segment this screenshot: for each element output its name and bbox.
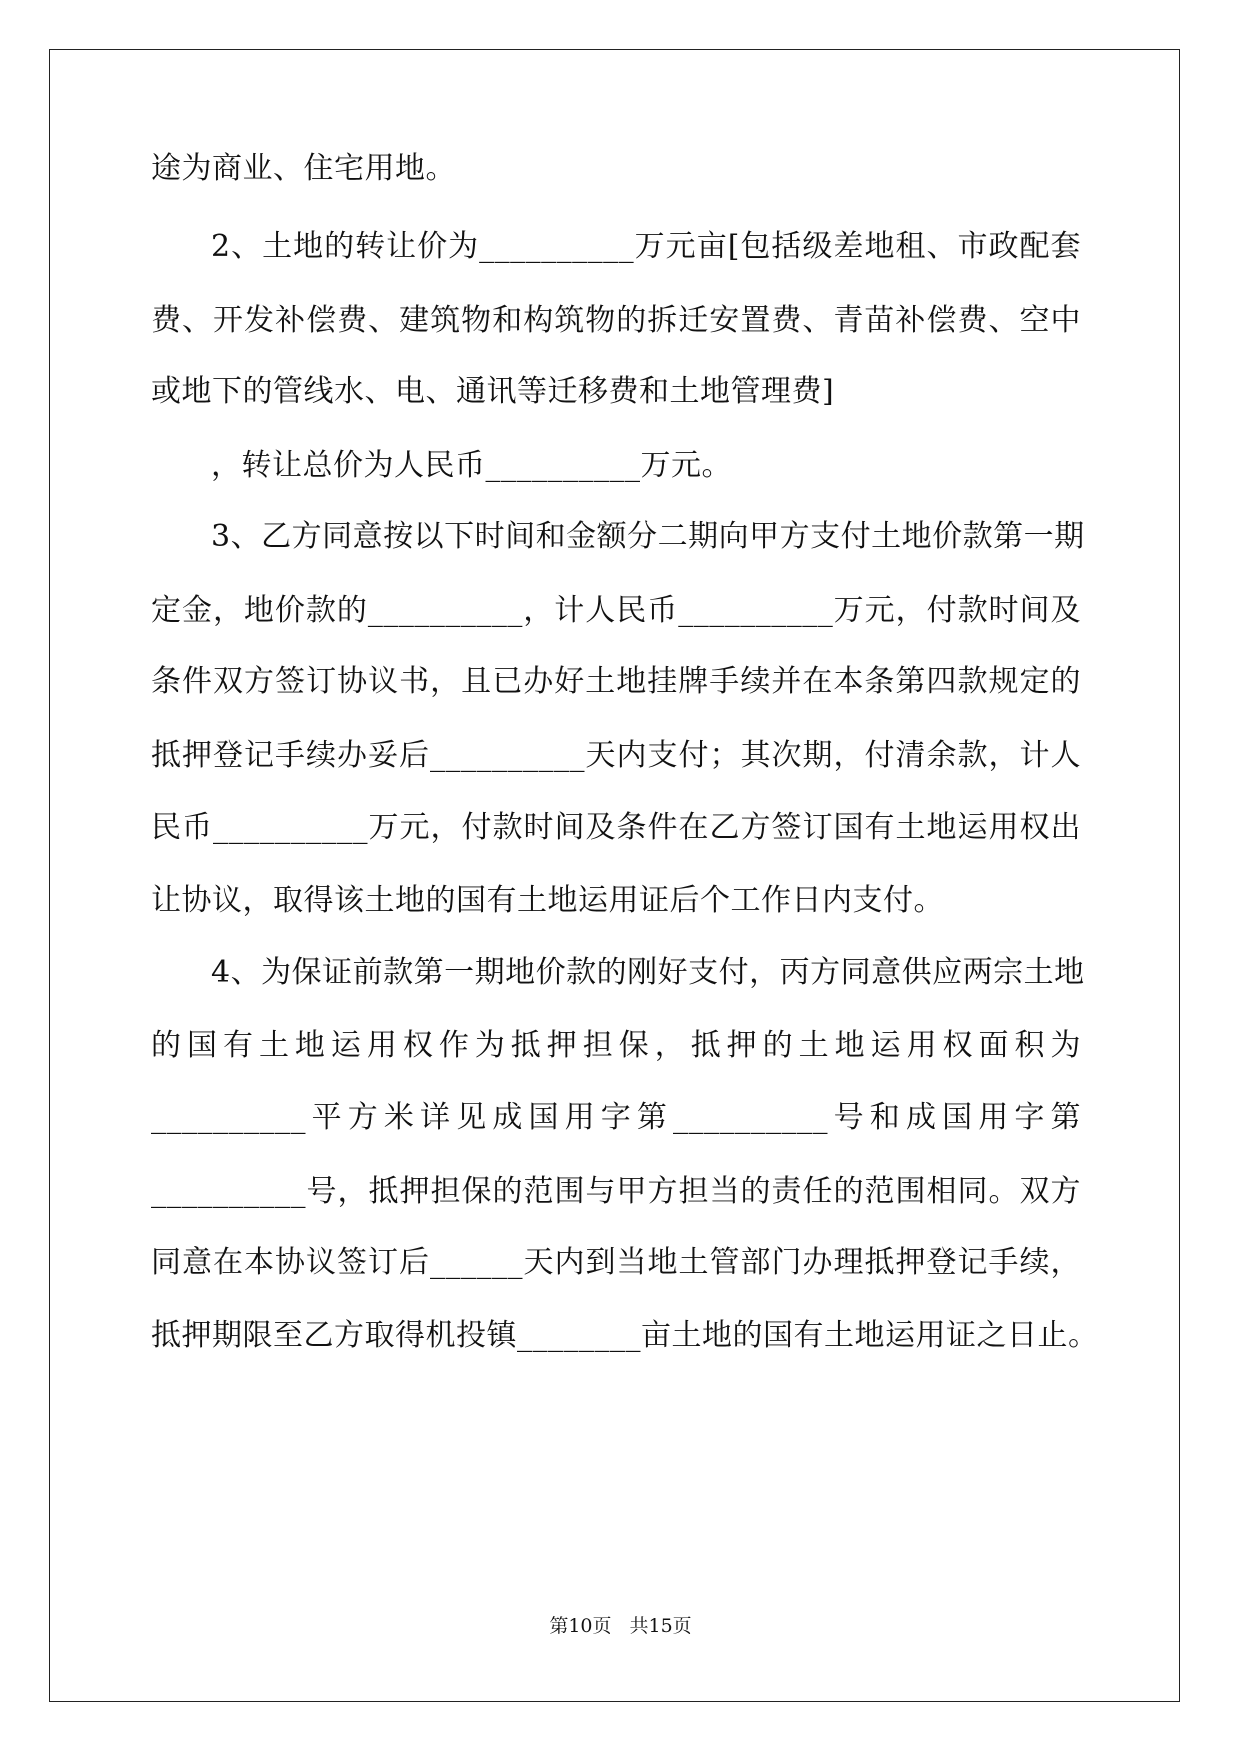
paragraph-line: 让协议，取得该土地的国有土地运用证后个工作日内支付。 (151, 883, 944, 918)
page-number-total: 共15页 (629, 1615, 692, 1637)
paragraph-line: 3、乙方同意按以下时间和金额分二期向甲方支付土地价款第一期 (211, 519, 1085, 554)
page-footer (0, 1614, 1241, 1638)
paragraph-line: __________号，抵押担保的范围与甲方担当的责任的范围相同。双方 (151, 1174, 1081, 1209)
paragraph-line: 民币__________万元，付款时间及条件在乙方签订国有土地运用权出 (151, 810, 1081, 845)
paragraph-line: 同意在本协议签订后______天内到当地土管部门办理抵押登记手续， (151, 1245, 1081, 1280)
paragraph-line: 定金，地价款的__________，计人民币__________万元，付款时间及 (151, 593, 1081, 628)
page-number-current: 第10页 (549, 1615, 612, 1637)
paragraph-line: 抵押登记手续办妥后__________天内支付；其次期，付清余款，计人 (151, 738, 1081, 773)
paragraph-line: __________平方米详见成国用字第__________号和成国用字第 (151, 1100, 1081, 1135)
paragraph-line: 途为商业、住宅用地。 (151, 151, 456, 186)
paragraph-line: 或地下的管线水、电、通讯等迁移费和土地管理费] (151, 374, 835, 409)
paragraph-line: ，转让总价为人民币__________万元。 (211, 448, 732, 483)
paragraph-line: 条件双方签订协议书，且已办好土地挂牌手续并在本条第四款规定的 (151, 664, 1081, 699)
paragraph-line: 2、土地的转让价为__________万元亩[包括级差地租、市政配套 (211, 229, 1081, 264)
page-border (49, 49, 1180, 1702)
paragraph-line: 的国有土地运用权作为抵押担保，抵押的土地运用权面积为 (151, 1028, 1081, 1063)
paragraph-line: 费、开发补偿费、建筑物和构筑物的拆迁安置费、青苗补偿费、空中 (151, 303, 1081, 338)
paragraph-line: 抵押期限至乙方取得机投镇________亩土地的国有土地运用证之日止。 (151, 1318, 1099, 1353)
paragraph-line: 4、为保证前款第一期地价款的刚好支付，丙方同意供应两宗土地 (211, 955, 1085, 990)
